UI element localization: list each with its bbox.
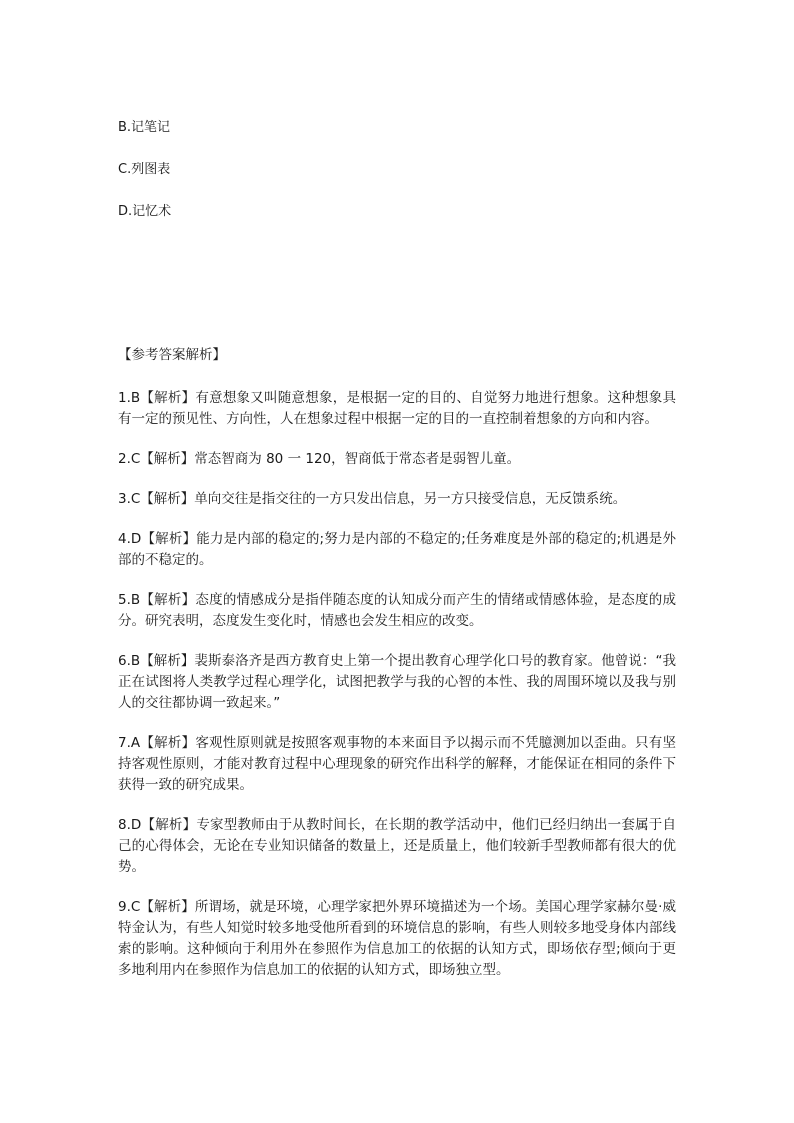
option-c: C.列图表 xyxy=(118,162,171,177)
answer-9: 9.C【解析】所谓场，就是环境，心理学家把外界环境描述为一个场。美国心理学家赫尔曼·威特金认为，有些人知觉时较多地受他所看到的环境信息的影响，有些人则较多地受身体内部线索的影响。这种倾向于利用外在参照作为信息加工的依据的认知方式，即场依存型;倾向于更多地利用内在参照作为信息加工的依据的认知方式，即场独立型。 xyxy=(118,899,676,978)
option-b: B.记笔记 xyxy=(118,120,171,135)
answer-section-title: 【参考答案解析】 xyxy=(118,347,226,363)
option-d: D.记忆术 xyxy=(118,204,172,219)
answer-1: 1.B【解析】有意想象又叫随意想象，是根据一定的目的、自觉努力地进行想象。这种想象具有一定的预见性、方向性，人在想象过程中根据一定的目的一直控制着想象的方向和内容。 xyxy=(118,390,676,427)
answer-list xyxy=(118,388,676,1000)
answer-5: 5.B【解析】态度的情感成分是指伴随态度的认知成分而产生的情绪或情感体验，是态度的成分。研究表明，态度发生变化时，情感也会发生相应的改变。 xyxy=(118,592,676,629)
answer-6: 6.B【解析】裴斯泰洛齐是西方教育史上第一个提出教育心理学化口号的教育家。他曾说：“我正在试图将人类教学过程心理学化，试图把教学与我的心智的本性、我的周围环境以及我与别人的交往都协调一致起来。” xyxy=(118,653,676,711)
answer-7: 7.A【解析】客观性原则就是按照客观事物的本来面目予以揭示而不凭臆测加以歪曲。只有坚持客观性原则，才能对教育过程中心理现象的研究作出科学的解释，才能保证在相同的条件下获得一致的研究成果。 xyxy=(118,735,676,793)
answer-4: 4.D【解析】能力是内部的稳定的;努力是内部的不稳定的;任务难度是外部的稳定的;机遇是外部的不稳定的。 xyxy=(118,531,676,568)
answer-2: 2.C【解析】常态智商为 80 一 120，智商低于常态者是弱智儿童。 xyxy=(118,451,521,467)
answer-8: 8.D【解析】专家型教师由于从教时间长，在长期的教学活动中，他们已经归纳出一套属于自己的心得体会，无论在专业知识储备的数量上，还是质量上，他们较新手型教师都有很大的优势。 xyxy=(118,817,676,875)
answer-3: 3.C【解析】单向交往是指交往的一方只发出信息，另一方只接受信息，无反馈系统。 xyxy=(118,491,627,507)
